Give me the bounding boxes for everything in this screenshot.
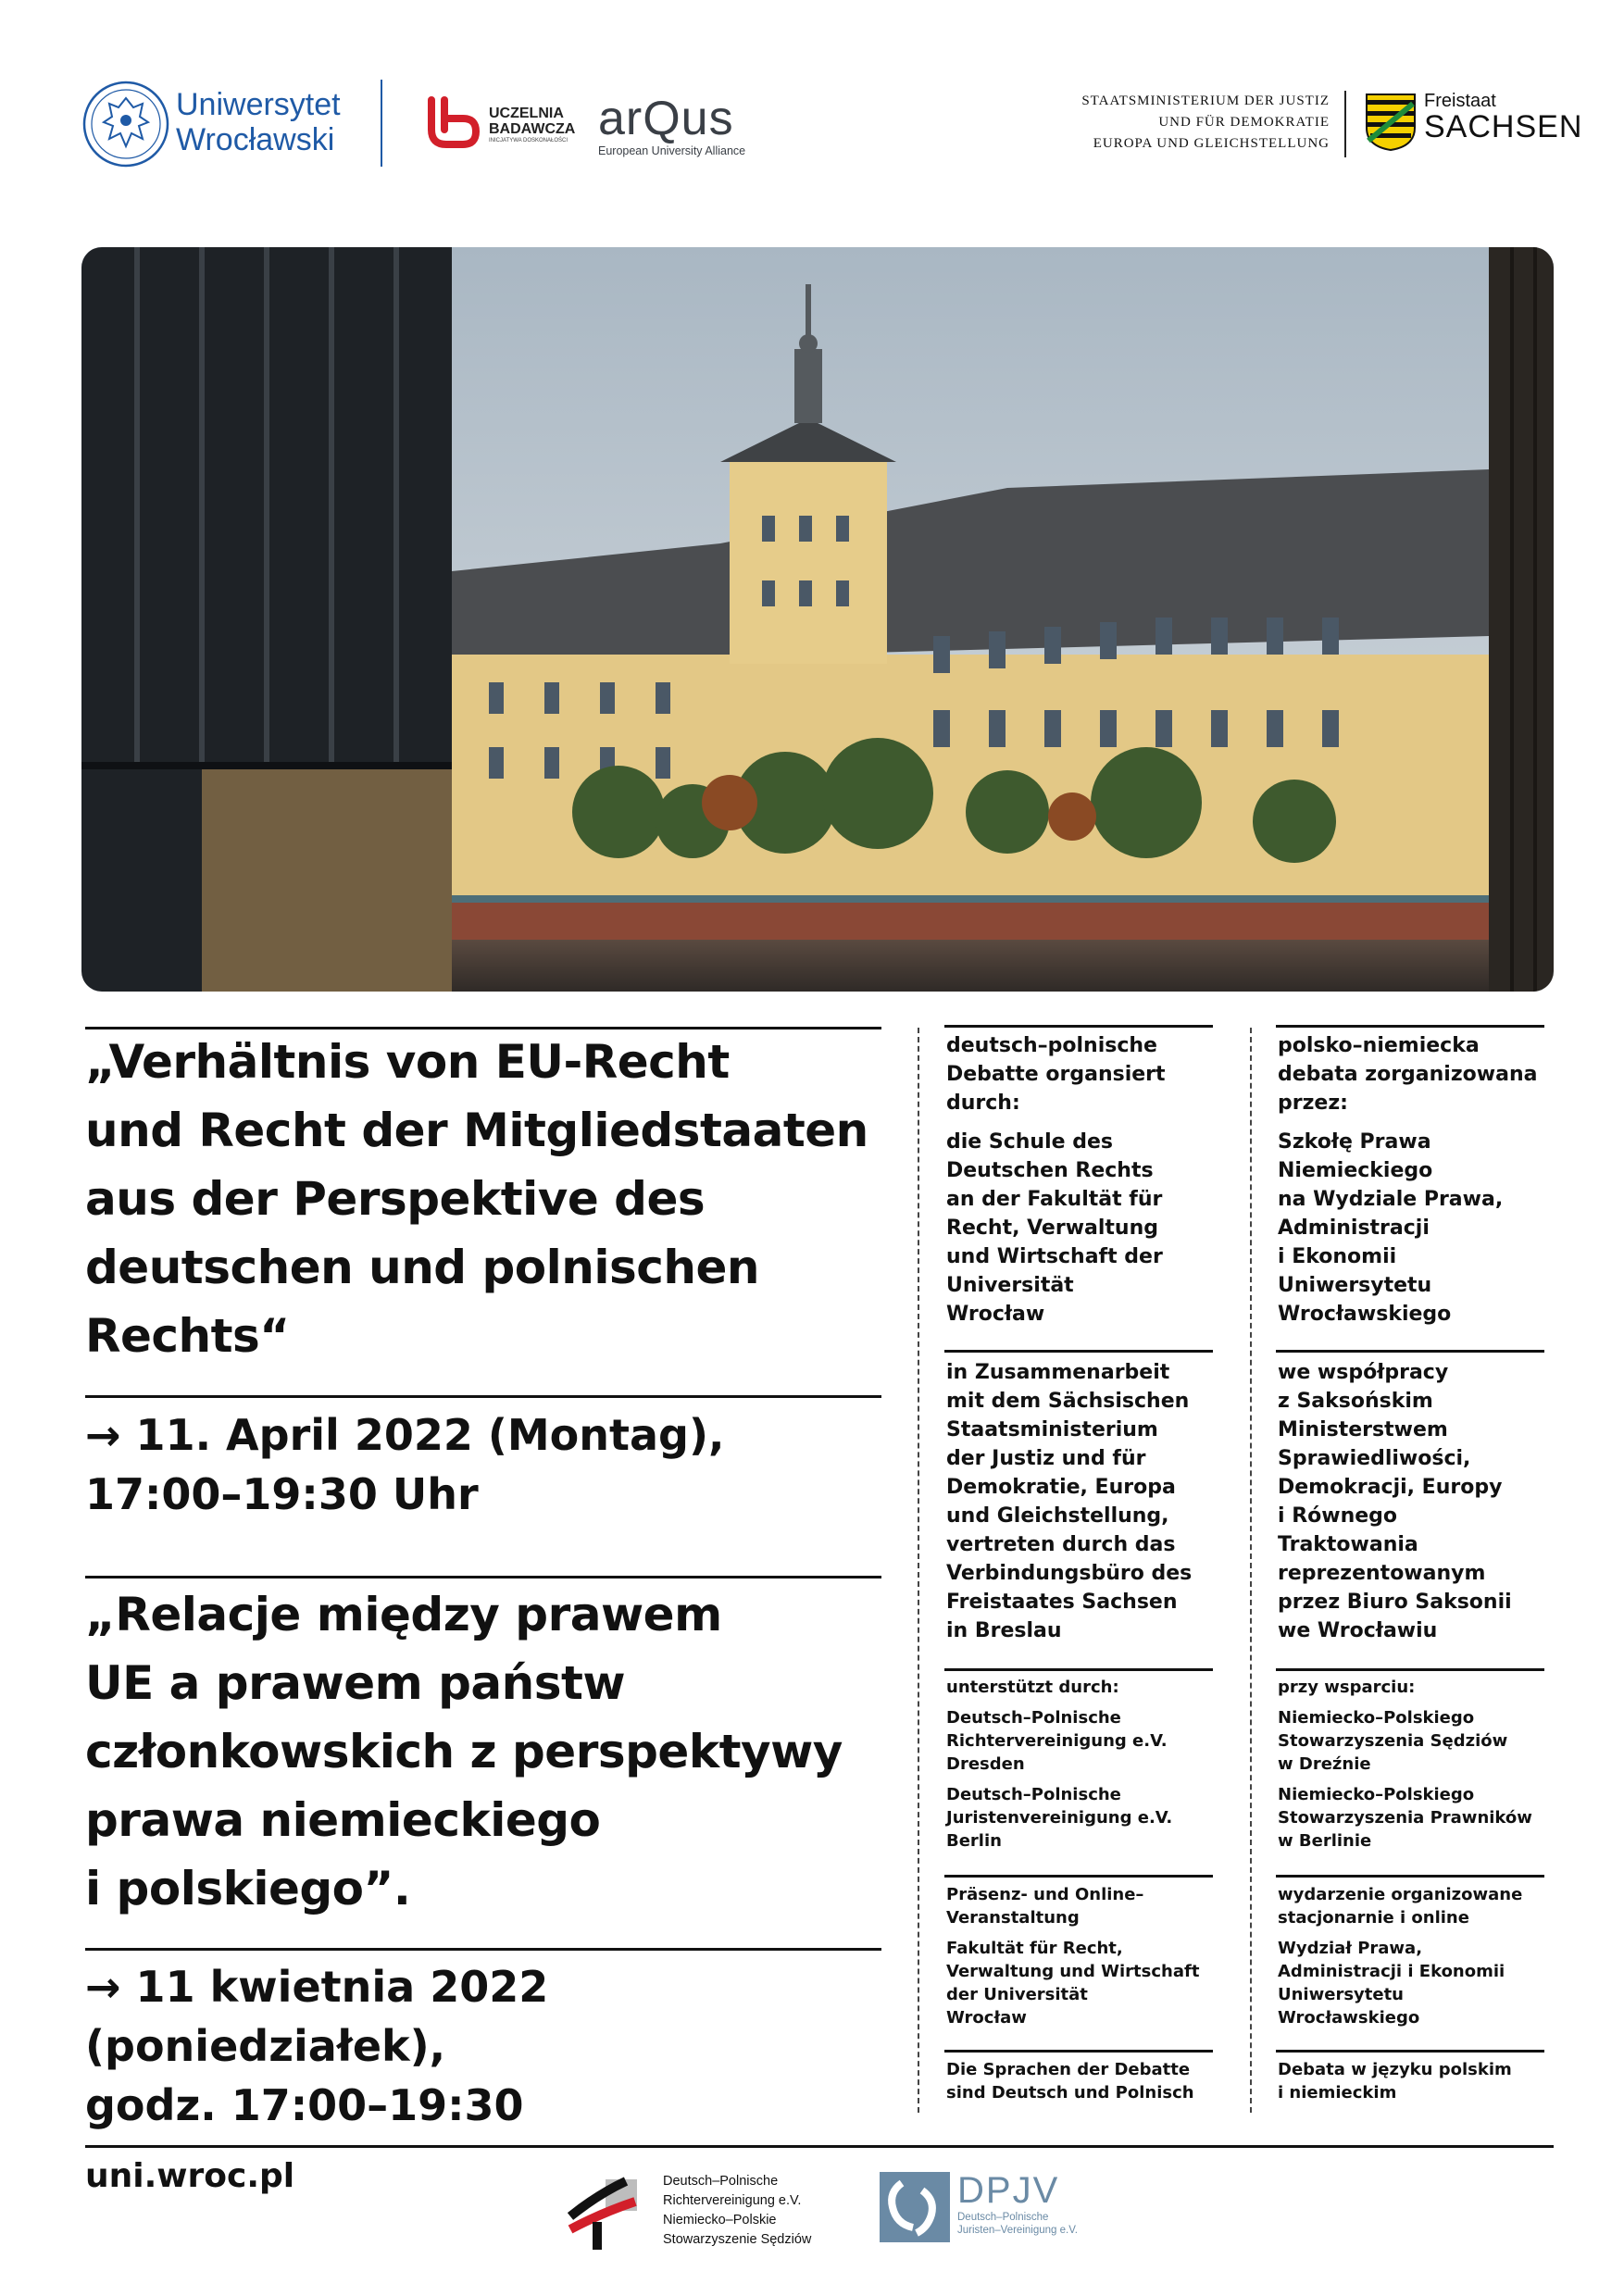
col-de-support-1 [946,1706,1168,1776]
university-name-line1: Uniwersytet [176,87,341,122]
text-line: Richtervereinigung e.V. [946,1731,1168,1751]
text-line: Stowarzyszenia Sędziów [1278,1731,1508,1751]
col-de-org-intro [946,1031,1166,1117]
divider-date-de [85,1395,881,1398]
title-de-line: aus der Perspektive des [85,1172,706,1226]
text-line: Deutsch–Polnische [663,2174,779,2189]
header-divider [381,80,382,167]
freistaat-label: Freistaat [1424,91,1496,111]
text-line: debata zorganizowana [1278,1063,1538,1086]
text-line: i niemieckim [1278,2083,1397,2103]
divider-date-pl [85,1948,881,1951]
text-line: Wrocław [946,1303,1045,1326]
text-line: in Breslau [946,1619,1062,1642]
text-line: we Wrocławiu [1278,1619,1438,1642]
text-line: polsko–niemiecka [1278,1034,1480,1057]
col-de-format-body [946,1937,1199,2029]
title-pl-line: członkowskich z perspektywy [85,1725,843,1778]
ministry-divider [1344,91,1346,157]
university-name [176,87,341,157]
university-building-photo [81,247,1554,992]
col-pl-support-1 [1278,1706,1507,1776]
text-line: Demokratie, Europa [946,1476,1176,1499]
ub-subline: INICJATYWA DOSKONAŁOŚCI [489,138,568,144]
col-de-coop [946,1358,1192,1645]
date-pl [85,1957,900,2135]
ub-line1: UCZELNIA [489,106,564,121]
column-separator [1250,1028,1252,2113]
ministry-line3: EUROPA UND GLEICHSTELLUNG [1093,136,1330,151]
text-line: Wrocławskiego [1278,1303,1452,1326]
text-line: Traktowania [1278,1533,1418,1556]
text-line: Richtervereinigung e.V. [663,2193,802,2208]
text-line: Veranstaltung [946,1908,1080,1928]
sachsen-label: SACHSEN [1424,109,1583,144]
text-line: reprezentowanym [1278,1562,1486,1585]
col-pl-format-label [1278,1883,1522,1929]
col-pl-coop [1278,1358,1512,1645]
title-de [85,1028,891,1370]
col-pl-language [1278,2058,1512,2104]
text-line: Fakultät für Recht, [946,1939,1123,1958]
text-line: Berlin [946,1831,1002,1851]
text-line: Ministerstwem [1278,1418,1448,1441]
col-de-rule [944,1350,1213,1353]
text-line: Uniwersytetu [1278,1985,1404,2004]
text-line: z Saksońskim [1278,1390,1433,1413]
text-line: deutsch–polnische [946,1034,1157,1057]
text-line: Präsenz- und Online– [946,1885,1144,1904]
footer-divider [85,2145,1554,2148]
text-line: Deutsch–Polnische [946,1708,1121,1728]
text-line: mit dem Sächsischen [946,1390,1190,1413]
text-line: und Wirtschaft der [946,1245,1163,1268]
title-de-line: „Verhältnis von EU-Recht [85,1035,730,1089]
col-pl-org-intro [1278,1031,1537,1117]
date-de-line: 17:00–19:30 Uhr [85,1469,479,1519]
text-line: Wydział Prawa, [1278,1939,1423,1958]
text-line: i Ekonomii [1278,1245,1397,1268]
title-pl-line: prawa niemieckiego [85,1793,601,1847]
text-line: Uniwersytetu [1278,1274,1432,1297]
text-line: Niemiecko–Polskiego [1278,1708,1475,1728]
dpr-name [663,2172,811,2250]
text-line: Niemieckiego [1278,1159,1433,1182]
text-line: Die Sprachen der Debatte [946,2060,1191,2079]
text-line: in Zusammenarbeit [946,1361,1170,1384]
text-line: Szkołę Prawa [1278,1130,1431,1154]
text-line: Debatte organsiert [946,1063,1166,1086]
text-line: Dresden [946,1754,1025,1774]
col-pl-org-body [1278,1128,1503,1329]
title-pl-line: UE a prawem państw [85,1656,626,1710]
text-line: Administracji [1278,1217,1430,1240]
title-de-line: deutschen und polnischen [85,1241,760,1294]
text-line: stacjonarnie i online [1278,1908,1469,1928]
text-line: vertreten durch das [946,1533,1176,1556]
text-line: na Wydziale Prawa, [1278,1188,1504,1211]
ub-line2: BADAWCZA [489,121,576,137]
dpjv-subtitle [957,2211,1078,2237]
text-line: Staatsministerium [946,1418,1158,1441]
date-de-line: → 11. April 2022 (Montag), [85,1410,725,1460]
text-line: Juristen–Vereinigung e.V. [957,2225,1079,2236]
text-line: sind Deutsch und Polnisch [946,2083,1194,2103]
date-pl-line: → 11 kwietnia 2022 (poniedziałek), [85,1962,549,2071]
text-line: und Gleichstellung, [946,1504,1169,1528]
col-de-support-2 [946,1783,1172,1853]
title-de-line: und Recht der Mitgliedstaaten [85,1104,868,1157]
text-line: an der Fakultät für [946,1188,1163,1211]
col-de-rule [944,2050,1213,2053]
text-line: przez: [1278,1092,1348,1115]
divider-title-pl [85,1576,881,1578]
col-de-format-label [946,1883,1143,1929]
university-seal-icon [81,80,170,168]
dpjv-logo-icon [880,2172,950,2242]
col-de-support-label: unterstützt durch: [946,1678,1119,1697]
title-pl-line: i polskiego”. [85,1862,411,1915]
col-pl-rule [1276,1025,1544,1028]
col-de-rule [944,1025,1213,1028]
ministry-line2: UND FÜR DEMOKRATIE [1158,115,1330,130]
dpjv-name: DPJV [957,2170,1060,2211]
text-line: Verbindungsbüro des [946,1562,1193,1585]
text-line: Wrocław [946,2008,1027,2028]
text-line: i Równego [1278,1504,1398,1528]
col-pl-support-label: przy wsparciu: [1278,1678,1416,1697]
text-line: der Universität [946,1985,1088,2004]
arqus-logo: arQus [598,92,734,145]
uczelnia-badawcza-text [489,106,575,144]
text-line: Niemiecko–Polskiego [1278,1785,1475,1804]
text-line: wydarzenie organizowane [1278,1885,1523,1904]
text-line: Administracji i Ekonomii [1278,1962,1505,1981]
text-line: Juristenvereinigung e.V. [946,1808,1173,1828]
text-line: w Dreźnie [1278,1754,1371,1774]
date-pl-line: godz. 17:00–19:30 [85,2080,524,2130]
col-pl-support-2 [1278,1783,1532,1853]
col-pl-rule [1276,1668,1544,1671]
saxony-coat-of-arms-icon [1365,93,1417,152]
col-de-org-body [946,1128,1163,1329]
col-pl-rule [1276,1350,1544,1353]
university-name-line2: Wrocławski [176,122,335,157]
text-line: w Berlinie [1278,1831,1372,1851]
text-line: Niemiecko–Polskie [663,2213,777,2227]
website-link[interactable]: uni.wroc.pl [85,2157,295,2195]
arqus-tagline: European University Alliance [598,144,746,157]
col-pl-rule [1276,2050,1544,2053]
text-line: Universität [946,1274,1074,1297]
text-line: Deutsch–Polnische [957,2212,1049,2223]
text-line: Stowarzyszenie Sędziów [663,2232,812,2247]
ministry-name [1081,91,1330,155]
text-line: Freistaates Sachsen [946,1591,1178,1614]
title-pl [85,1580,891,1923]
text-line: durch: [946,1092,1020,1115]
text-line: we współpracy [1278,1361,1449,1384]
text-line: Verwaltung und Wirtschaft [946,1962,1200,1981]
dpr-logo-icon [565,2176,641,2252]
text-line: Sprawiedliwości, [1278,1447,1471,1470]
text-line: der Justiz und für [946,1447,1146,1470]
text-line: przez Biuro Saksonii [1278,1591,1512,1614]
title-pl-line: „Relacje między prawem [85,1588,722,1641]
text-line: Debata w języku polskim [1278,2060,1512,2079]
date-de [85,1405,900,1524]
text-line: Deutschen Rechts [946,1159,1154,1182]
col-pl-rule [1276,1875,1544,1878]
text-line: Wrocławskiego [1278,2008,1420,2028]
col-pl-format-body [1278,1937,1505,2029]
text-line: Deutsch–Polnische [946,1785,1121,1804]
uczelnia-badawcza-logo-icon [422,93,483,154]
col-de-rule [944,1668,1213,1671]
column-separator [918,1028,919,2113]
col-de-language [946,2058,1194,2104]
ministry-line1: STAATSMINISTERIUM DER JUSTIZ [1081,94,1330,108]
title-de-line: Rechts“ [85,1309,290,1363]
col-de-rule [944,1875,1213,1878]
text-line: Recht, Verwaltung [946,1217,1158,1240]
text-line: die Schule des [946,1130,1113,1154]
text-line: Demokracji, Europy [1278,1476,1503,1499]
text-line: Stowarzyszenia Prawników [1278,1808,1532,1828]
